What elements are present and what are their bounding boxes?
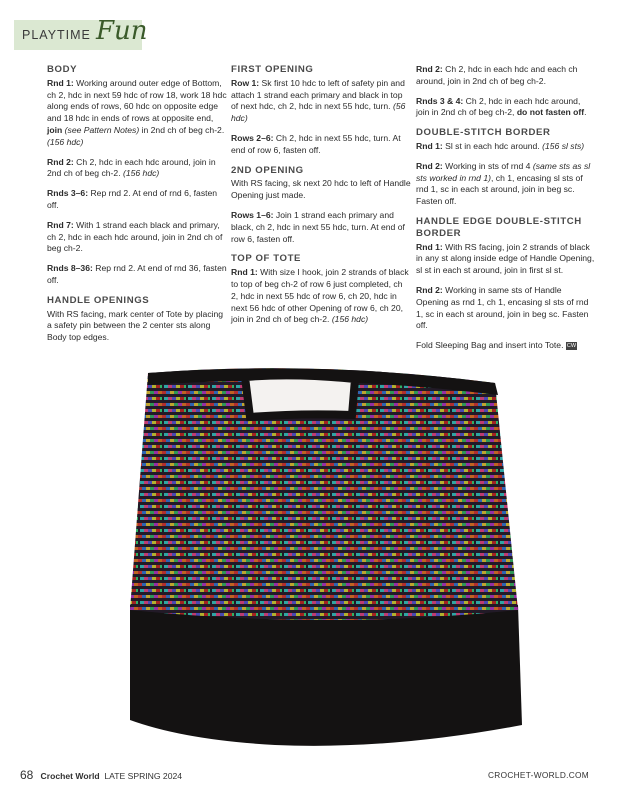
magazine-name: Crochet World (40, 771, 100, 781)
body-heading: BODY (47, 64, 78, 75)
first-opening-heading: FIRST OPENING (231, 64, 314, 75)
text-column-2 (231, 64, 411, 334)
handle-edge-border-rnd2: Rnd 2: Working in same sts of Handle Opening as rnd 1, ch 1, encasing sl sts of rnd 1, sc in each st around, join in beg sc. Fasten off. (416, 284, 589, 331)
body-rnd1: Rnd 1: Working around outer edge of Bottom, ch 2, hdc in next 59 hdc of row 18, work 18 hdc along ends of rows, 60 hdc on opposite edge and 18 hdc in ends of rows at opposite end, join (see Pattern Notes) in 2nd ch of beg ch-2. (156 hdc) (47, 77, 227, 147)
body-rnds3-6: Rnds 3–6: Rep rnd 2. At end of rnd 6, fasten off. (47, 188, 218, 210)
first-opening-rows2-6: Rows 2–6: Ch 2, hdc in next 55 hdc, turn. At end of row 6, fasten off. (231, 132, 401, 155)
top-of-tote-heading: TOP OF TOTE (231, 253, 302, 265)
final-instruction: Fold Sleeping Bag and insert into Tote. CW (416, 340, 577, 351)
text-column-3 (416, 64, 596, 360)
text-column-1 (47, 64, 227, 352)
section-script-label: Fun (96, 16, 148, 46)
body-rnds8-36: Rnds 8–36: Rep rnd 2. At end of rnd 36, fasten off. (47, 263, 227, 285)
handle-edge-border-heading: HANDLE EDGE DOUBLE-STITCH BORDER (416, 215, 582, 239)
section-label: PLAYTIME (22, 28, 91, 42)
double-stitch-border-rnd1: Rnd 1: Sl st in each hdc around. (156 sl sts) (416, 140, 585, 151)
page-number: 68 (20, 768, 34, 782)
top-of-tote-rnd2: Rnd 2: Ch 2, hdc in each hdc and each ch around, join in 2nd ch of beg ch-2. (416, 64, 578, 86)
second-opening-rows1-6: Rows 1–6: Join 1 strand each primary and black, ch 2, hdc in next 55 hdc, turn. At end of row 6, fasten off. (231, 209, 405, 244)
body-rnd2: Rnd 2: Ch 2, hdc in each hdc around, join in 2nd ch of beg ch-2. (156 hdc) (47, 156, 216, 179)
second-opening-intro: With RS facing, sk next 20 hdc to left of Handle Opening just made. (231, 178, 411, 201)
handle-openings-text: With RS facing, mark center of Tote by placing a safety pin between the 2 center sts along Body top edges. (47, 308, 224, 343)
section-header-tab (14, 16, 148, 50)
second-opening-heading: 2ND OPENING (231, 164, 304, 176)
top-of-tote-rnds3-4: Rnds 3 & 4: Ch 2, hdc in each hdc around, join in 2nd ch of beg ch-2, do not fasten off. (416, 95, 587, 118)
double-stitch-border-rnd2: Rnd 2: Working in sts of rnd 4 (same sts as sl sts worked in rnd 1), ch 1, encasing sl sts of rnd 1, sc in each st around, join in beg sc. Fasten off. (416, 160, 591, 207)
top-of-tote-rnd1: Rnd 1: With size I hook, join 2 strands of black to top of beg ch-2 of row 6 just completed, ch 2, hdc in next 55 hdc of row 6, ch 20, hdc in next 56 hdc of other Opening of row 6, ch 20, join in 2nd ch of beg ch-2. (156 hdc) (231, 267, 409, 325)
double-stitch-border-heading: DOUBLE-STITCH BORDER (416, 127, 551, 139)
handle-openings-heading: HANDLE OPENINGS (47, 294, 150, 306)
tote-bag-photo (90, 355, 555, 755)
body-rnd7: Rnd 7: With 1 strand each black and primary, ch 2, hdc in each hdc around, join in 2nd ch of beg ch-2. (47, 219, 223, 254)
handle-edge-border-rnd1: Rnd 1: With RS facing, join 2 strands of black in any st along inside edge of Handle Opening, sl st in each st around, join in first sl st. (416, 241, 595, 276)
issue-label: LATE SPRING 2024 (104, 771, 183, 781)
page-footer-left (20, 768, 182, 782)
end-of-article-mark: CW (566, 342, 577, 349)
website-url: CROCHET-WORLD.COM (488, 770, 589, 780)
first-opening-row1: Row 1: Sk first 10 hdc to left of safety pin and attach 1 strand each primary and black in top of next hdc, ch 2, hdc in next 55 hdc, turn. (56 hdc) (231, 77, 406, 124)
